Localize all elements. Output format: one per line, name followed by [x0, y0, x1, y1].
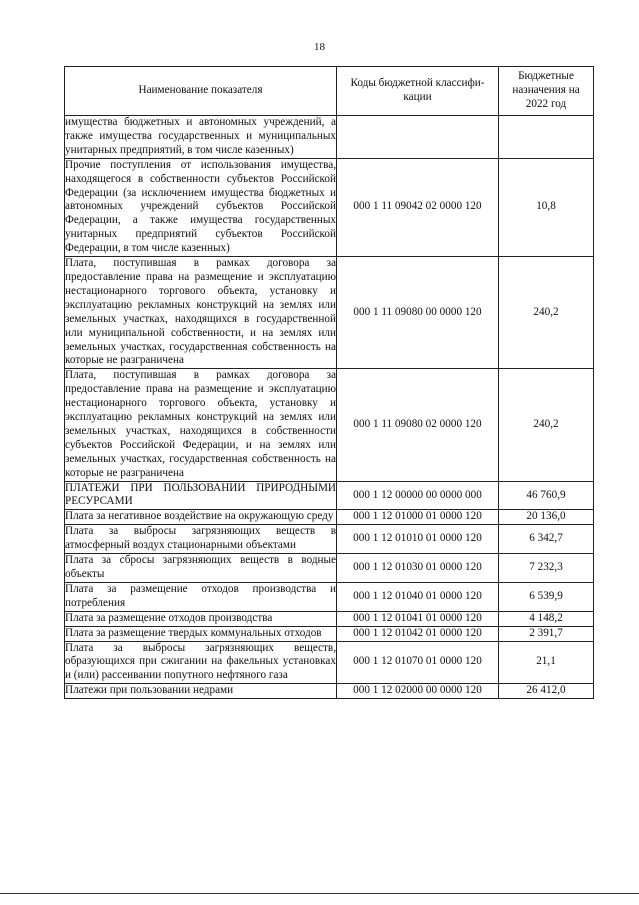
row-name: Плата, поступившая в рамках договора за предоставление права на размещение и эксплуатацию нестационарного торгового объекта, установку и эксплуатацию рекламных конструкций на землях или земельных участках, находящихся в собственности субъектов Российской Федерации, и на землях или земельных участках, государственная собственность на которые не разграничена: [65, 369, 337, 481]
table-row: [65, 582, 594, 611]
table-header-row: [65, 67, 594, 116]
row-code: 000 1 12 01030 01 0000 120: [337, 554, 499, 583]
row-code: 000 1 12 00000 00 0000 000: [337, 481, 499, 510]
table-row: [65, 158, 594, 256]
row-code: [337, 116, 499, 159]
row-name: Плата за выбросы загрязняющих веществ в атмосферный воздух стационарными объектами: [65, 525, 337, 554]
row-code: 000 1 12 01070 01 0000 120: [337, 641, 499, 684]
row-code: 000 1 12 01010 01 0000 120: [337, 525, 499, 554]
table-row: [65, 611, 594, 626]
header-budget-codes: Коды бюджетной классифи-кации: [337, 67, 499, 116]
row-code: 000 1 12 02000 00 0000 120: [337, 684, 499, 699]
row-code: 000 1 12 01042 01 0000 120: [337, 626, 499, 641]
table-row: [65, 481, 594, 510]
table-row: [65, 641, 594, 684]
row-name: Плата за выбросы загрязняющих веществ, образующихся при сжигании на факельных установках и (или) рассеивании попутного нефтяного газа: [65, 641, 337, 684]
page-bottom-divider: [0, 893, 639, 894]
header-budget-amount: Бюджетные назначения на 2022 год: [499, 67, 594, 116]
table-row: [65, 554, 594, 583]
row-name: Плата за сбросы загрязняющих веществ в водные объекты: [65, 554, 337, 583]
row-value: 26 412,0: [499, 684, 594, 699]
row-code: 000 1 12 01041 01 0000 120: [337, 611, 499, 626]
header-indicator-name: Наименование показателя: [65, 67, 337, 116]
row-value: 46 760,9: [499, 481, 594, 510]
row-name: Платежи при пользовании недрами: [65, 684, 337, 699]
row-code: 000 1 11 09080 00 0000 120: [337, 257, 499, 369]
row-value: 6 539,9: [499, 582, 594, 611]
row-name: Плата, поступившая в рамках договора за предоставление права на размещение и эксплуатацию нестационарного торгового объекта, установку и эксплуатацию рекламных конструкций на землях или земельных участках, находящихся в государственной или муниципальной собственности, и на землях или земельных участках, государственная собственность на которые не разграничена: [65, 257, 337, 369]
row-name: Плата за негативное воздействие на окружающую среду: [65, 510, 337, 525]
row-value: 21,1: [499, 641, 594, 684]
row-value: 240,2: [499, 257, 594, 369]
row-value: [499, 116, 594, 159]
table-row: [65, 684, 594, 699]
row-value: 240,2: [499, 369, 594, 481]
row-code: 000 1 11 09080 02 0000 120: [337, 369, 499, 481]
row-name: имущества бюджетных и автономных учреждений, а также имущества государственных и муниципальных унитарных предприятий, в том числе казенных): [65, 116, 337, 159]
row-value: 4 148,2: [499, 611, 594, 626]
row-name: Плата за размещение отходов производства: [65, 611, 337, 626]
table-row: [65, 369, 594, 481]
table-row: [65, 510, 594, 525]
table-row: [65, 257, 594, 369]
row-name: Прочие поступления от использования имущества, находящегося в собственности субъектов Российской Федерации (за исключением имущества бюджетных и автономных учреждений субъектов Российской Федерации, а также имущества государственных унитарных предприятий субъектов Российской Федерации, в том числе казенных): [65, 158, 337, 256]
table-row: [65, 116, 594, 159]
row-value: 2 391,7: [499, 626, 594, 641]
budget-table: [64, 66, 594, 699]
row-name: Плата за размещение отходов производства и потребления: [65, 582, 337, 611]
row-code: 000 1 12 01000 01 0000 120: [337, 510, 499, 525]
table-row: [65, 525, 594, 554]
row-value: 20 136,0: [499, 510, 594, 525]
row-code: 000 1 11 09042 02 0000 120: [337, 158, 499, 256]
page-number: 18: [314, 41, 325, 53]
row-name: Плата за размещение твердых коммунальных отходов: [65, 626, 337, 641]
row-value: 10,8: [499, 158, 594, 256]
row-name: ПЛАТЕЖИ ПРИ ПОЛЬЗОВАНИИ ПРИРОДНЫМИ РЕСУРСАМИ: [65, 481, 337, 510]
table-row: [65, 626, 594, 641]
row-code: 000 1 12 01040 01 0000 120: [337, 582, 499, 611]
row-value: 6 342,7: [499, 525, 594, 554]
row-value: 7 232,3: [499, 554, 594, 583]
